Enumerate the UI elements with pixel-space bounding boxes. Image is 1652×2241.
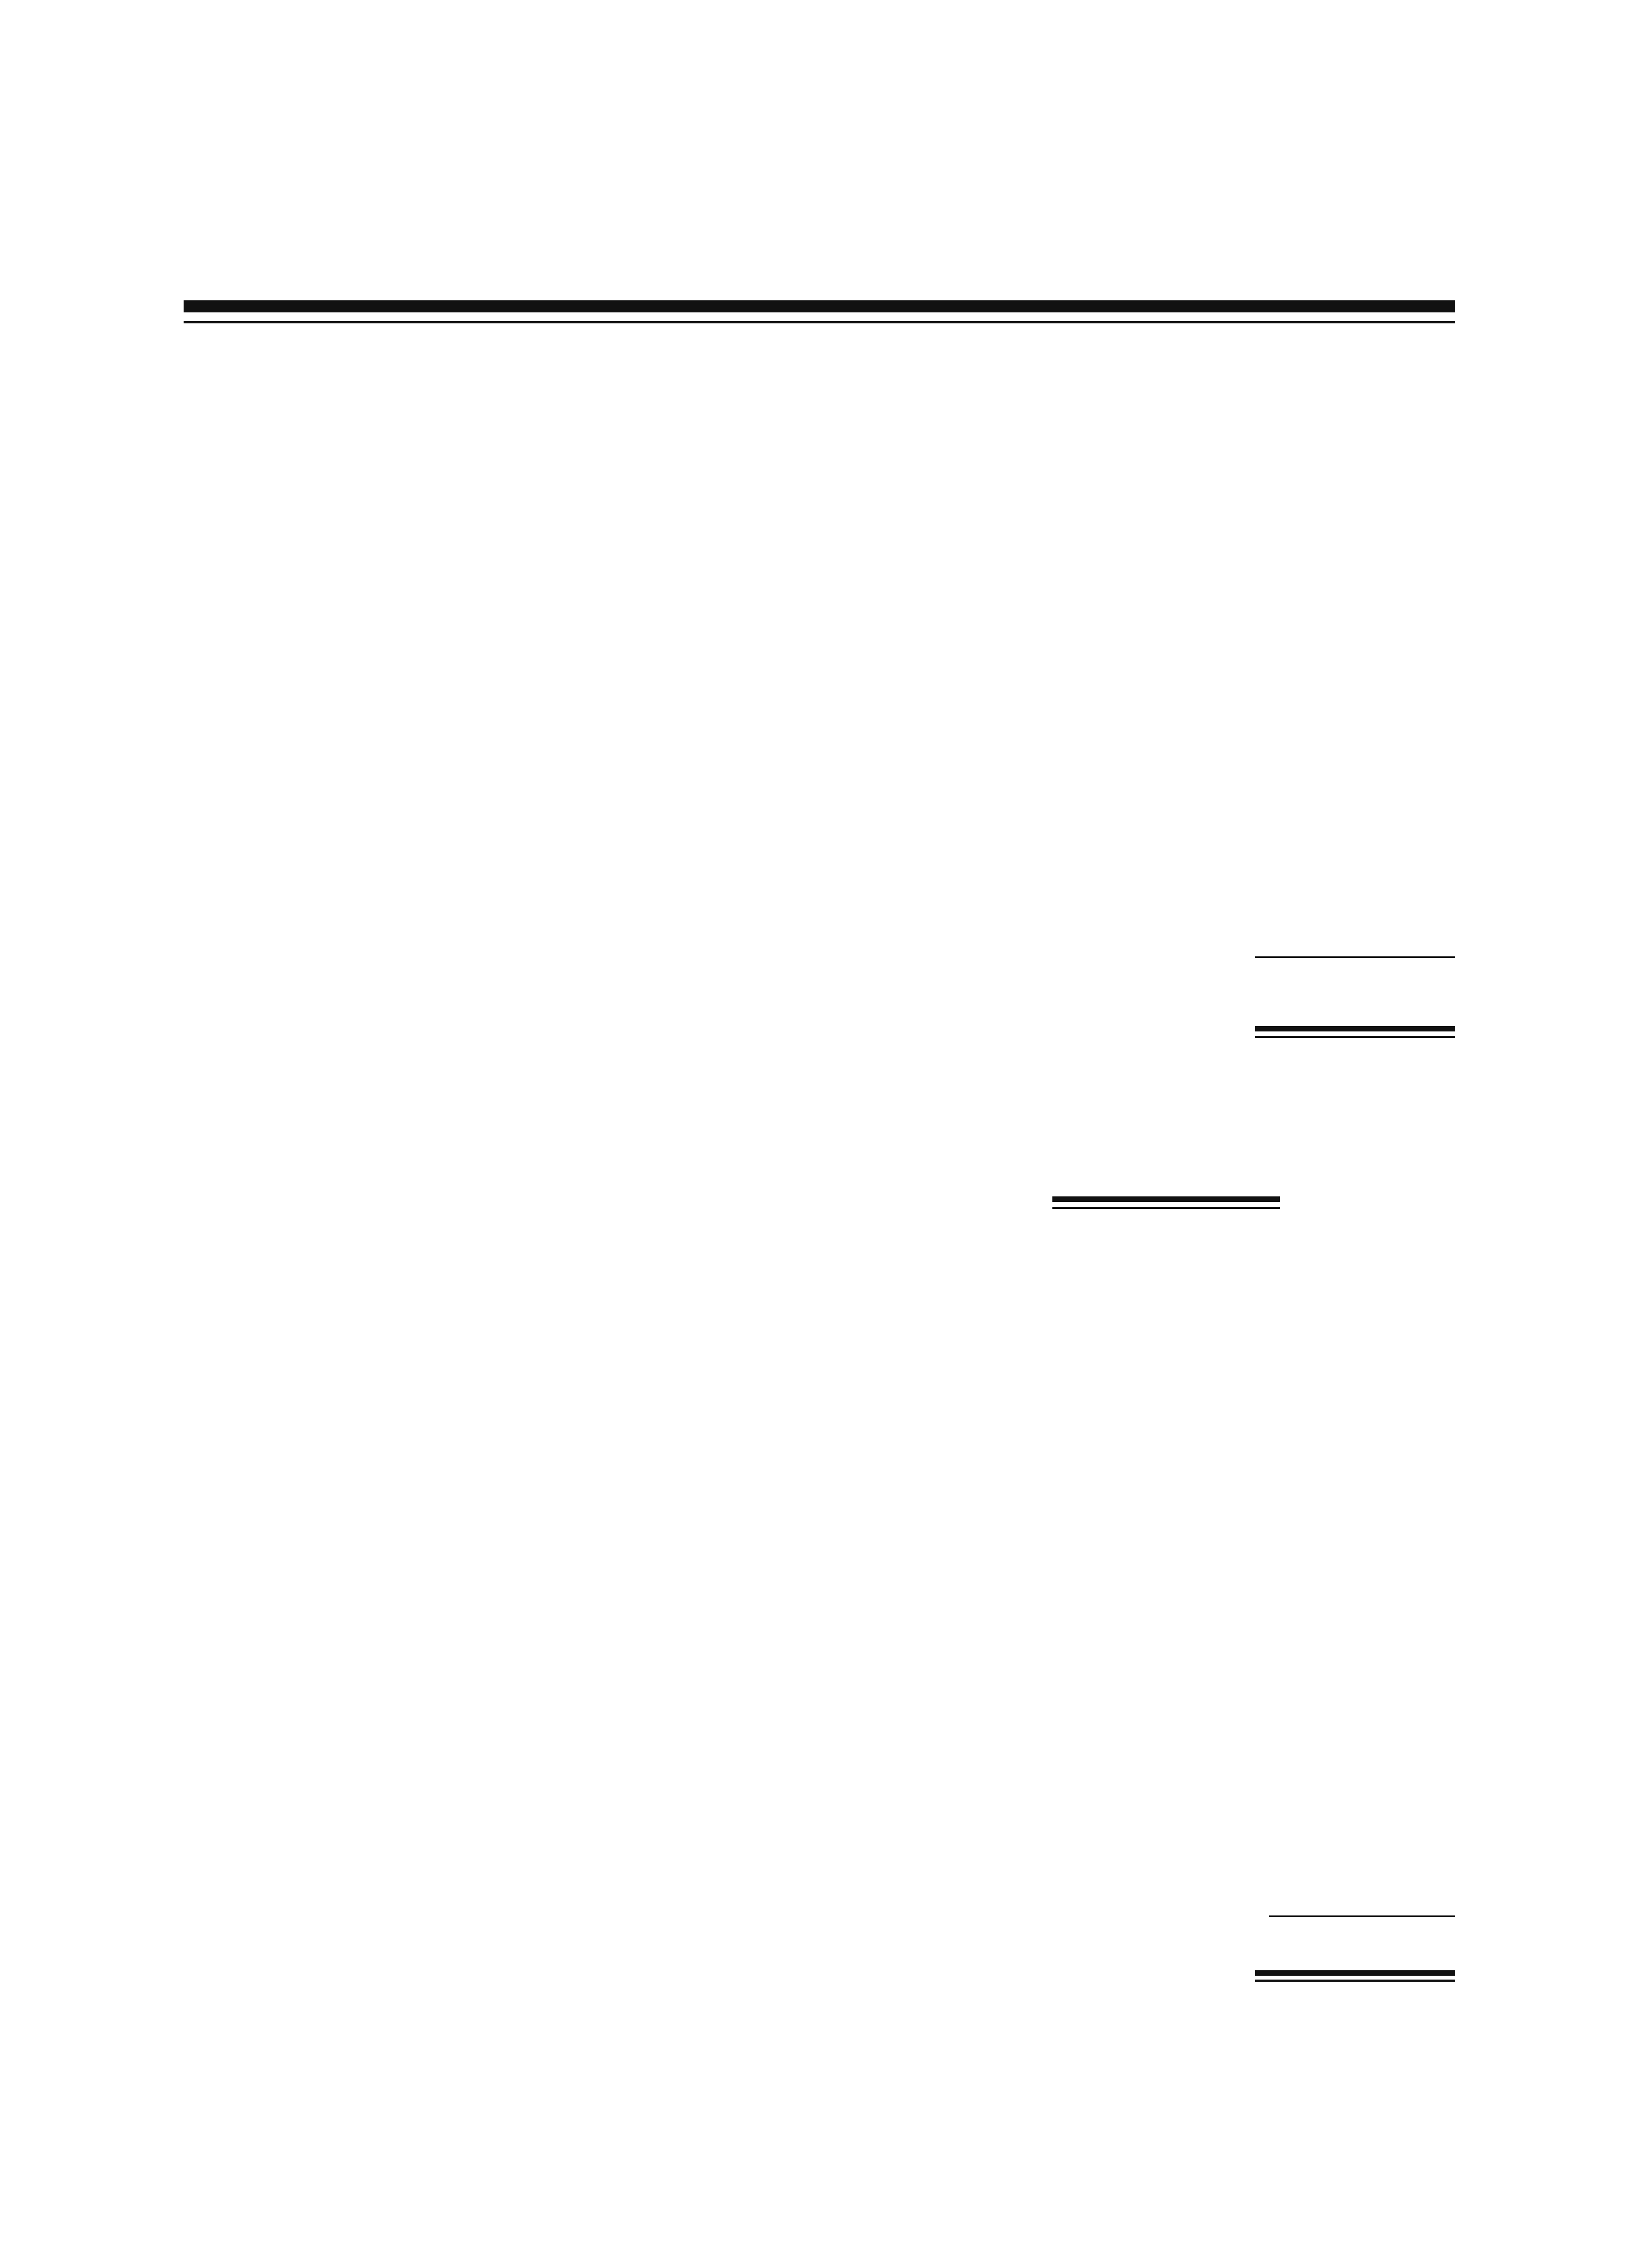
abstract-total-rule — [1269, 1915, 1455, 1917]
page-header — [184, 241, 1455, 285]
header-rule — [184, 300, 1455, 312]
abstract-total-row — [0, 1924, 1652, 1959]
quarter-caption — [184, 335, 1455, 374]
quarter-total-rule — [1255, 956, 1455, 958]
quarter-total-row — [0, 970, 1652, 1005]
quarter-total-double-rule-2 — [1255, 1036, 1455, 1038]
surplus-double-rule-2 — [1052, 1207, 1280, 1209]
quarter-total-double-rule — [1255, 1026, 1455, 1031]
abstract-total-double-rule-2 — [1255, 1980, 1455, 1982]
abstract-total-double-rule — [1255, 1970, 1455, 1976]
surplus-double-rule — [1052, 1196, 1280, 1202]
header-rule-thin — [184, 321, 1455, 323]
